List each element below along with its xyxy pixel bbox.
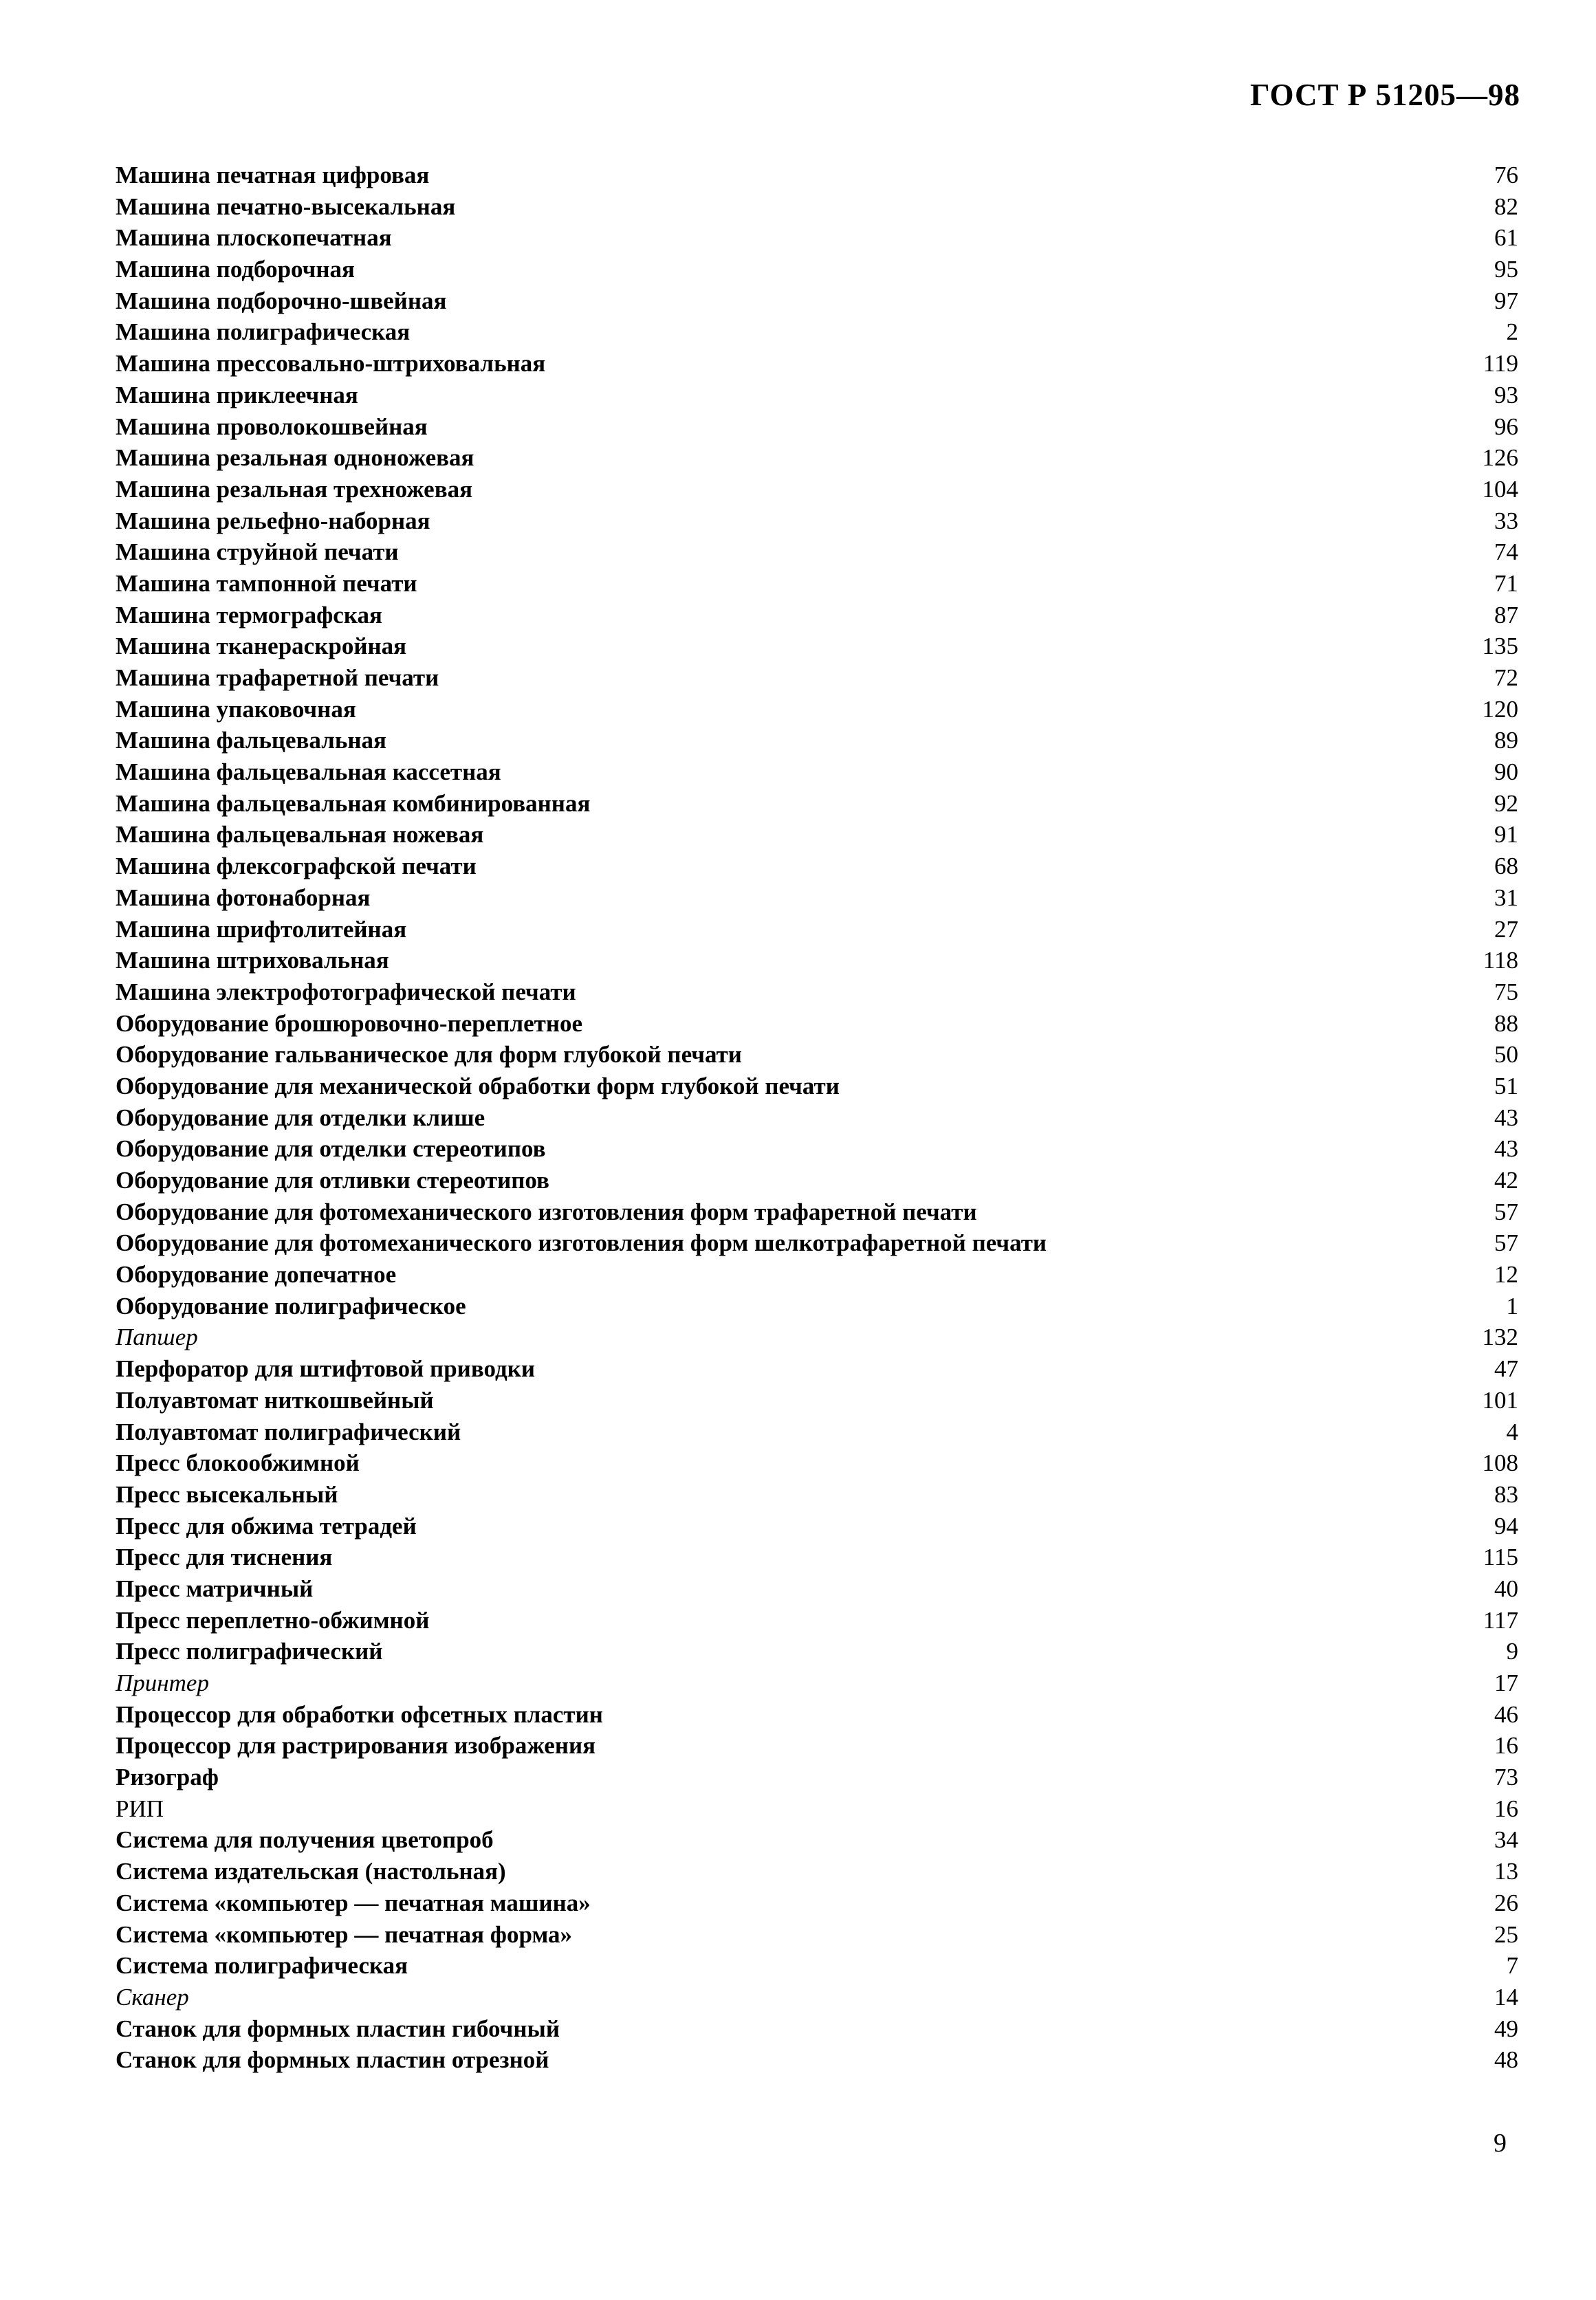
page-number: 9 bbox=[1494, 2129, 1507, 2158]
entry-number: 71 bbox=[1494, 569, 1518, 597]
entry-term: Машина плоскопечатная bbox=[116, 224, 392, 252]
index-entry bbox=[116, 505, 1518, 537]
entry-term: Машина фальцевальная bbox=[116, 727, 386, 754]
entry-term: Система «компьютер — печатная форма» bbox=[116, 1920, 573, 1948]
index-entry bbox=[116, 1008, 1518, 1040]
entry-number: 43 bbox=[1494, 1135, 1518, 1163]
entry-term: Машина упаковочная bbox=[116, 695, 356, 723]
index-entry bbox=[116, 1730, 1518, 1762]
entry-term: Система издательская (настольная) bbox=[116, 1858, 506, 1885]
index-entry bbox=[116, 442, 1518, 474]
entry-term: Оборудование для механической обработки форм глубокой печати bbox=[116, 1072, 840, 1099]
entry-number: 1 bbox=[1506, 1292, 1518, 1319]
entry-term: Машина приклеечная bbox=[116, 381, 358, 408]
entry-term: Станок для формных пластин отрезной bbox=[116, 2046, 549, 2074]
index-entry bbox=[116, 160, 1518, 191]
entry-number: 118 bbox=[1483, 947, 1518, 974]
entry-number: 115 bbox=[1483, 1544, 1518, 1571]
entry-term: Оборудование для отливки стереотипов bbox=[116, 1167, 549, 1194]
document-header: ГОСТ Р 51205—98 bbox=[1249, 78, 1520, 112]
entry-number: 97 bbox=[1494, 287, 1518, 314]
index-entry bbox=[116, 536, 1518, 568]
entry-number: 17 bbox=[1494, 1669, 1518, 1696]
entry-number: 83 bbox=[1494, 1480, 1518, 1508]
index-entry bbox=[116, 662, 1518, 694]
entry-term: Оборудование брошюровочно-переплетное bbox=[116, 1009, 583, 1037]
entry-number: 14 bbox=[1494, 1983, 1518, 2011]
index-entry bbox=[116, 694, 1518, 725]
entry-term: Пресс матричный bbox=[116, 1575, 314, 1602]
entry-term: Принтер bbox=[116, 1669, 209, 1696]
entry-term: Станок для формных пластин гибочный bbox=[116, 2015, 560, 2042]
entry-number: 89 bbox=[1494, 727, 1518, 754]
entry-number: 135 bbox=[1482, 633, 1518, 660]
entry-term: Машина тканераскройная bbox=[116, 633, 407, 660]
entry-term: Оборудование для отделки клише bbox=[116, 1104, 485, 1131]
entry-term: Машина подборочная bbox=[116, 256, 355, 283]
entry-term: Машина фальцевальная комбинированная bbox=[116, 789, 591, 817]
entry-number: 61 bbox=[1494, 224, 1518, 252]
index-entry bbox=[116, 1479, 1518, 1511]
entry-number: 68 bbox=[1494, 853, 1518, 880]
entry-number: 12 bbox=[1494, 1261, 1518, 1289]
index-entry bbox=[116, 725, 1518, 756]
entry-number: 43 bbox=[1494, 1104, 1518, 1131]
entry-number: 91 bbox=[1494, 821, 1518, 848]
index-entry bbox=[116, 976, 1518, 1008]
index-entry bbox=[116, 819, 1518, 851]
index-entry bbox=[116, 316, 1518, 348]
entry-term: Оборудование гальваническое для форм глубокой печати bbox=[116, 1041, 742, 1069]
entry-term: Оборудование для фотомеханического изготовления форм трафаретной печати bbox=[116, 1198, 977, 1225]
index-entry bbox=[116, 1291, 1518, 1322]
entry-number: 16 bbox=[1494, 1732, 1518, 1760]
entry-number: 90 bbox=[1494, 758, 1518, 786]
entry-term: Процессор для растрирования изображения bbox=[116, 1732, 596, 1760]
entry-term: Машина штриховальная bbox=[116, 947, 389, 974]
entry-number: 48 bbox=[1494, 2046, 1518, 2074]
index-entry bbox=[116, 1165, 1518, 1196]
index-entry bbox=[116, 1762, 1518, 1793]
entry-number: 51 bbox=[1494, 1072, 1518, 1099]
entry-term: Машина флексографской печати bbox=[116, 853, 477, 880]
index-entry bbox=[116, 1511, 1518, 1542]
entry-term: Машина фальцевальная кассетная bbox=[116, 758, 501, 786]
entry-number: 40 bbox=[1494, 1575, 1518, 1602]
index-entry bbox=[116, 1353, 1518, 1385]
index-entry bbox=[116, 191, 1518, 223]
index-entry bbox=[116, 1793, 1518, 1825]
index-entry bbox=[116, 1919, 1518, 1951]
index-entry bbox=[116, 222, 1518, 254]
entry-number: 120 bbox=[1482, 695, 1518, 723]
entry-term: Машина шрифтолитейная bbox=[116, 915, 407, 943]
index-entry bbox=[116, 568, 1518, 600]
entry-term: Машина термографская bbox=[116, 601, 382, 628]
entry-number: 95 bbox=[1494, 256, 1518, 283]
index-entry bbox=[116, 1573, 1518, 1605]
entry-term: Машина фотонаборная bbox=[116, 884, 371, 911]
index-entry bbox=[116, 600, 1518, 631]
entry-term: Папшер bbox=[116, 1324, 198, 1351]
entry-term: Машина трафаретной печати bbox=[116, 664, 439, 691]
entry-number: 42 bbox=[1494, 1167, 1518, 1194]
index-entry bbox=[116, 1071, 1518, 1102]
index-entry bbox=[116, 348, 1518, 380]
entry-term: Машина прессовально-штриховальная bbox=[116, 350, 546, 377]
index-entry bbox=[116, 914, 1518, 945]
entry-term: Машина тампонной печати bbox=[116, 569, 417, 597]
entry-number: 75 bbox=[1494, 978, 1518, 1005]
entry-number: 9 bbox=[1506, 1638, 1518, 1665]
entry-number: 2 bbox=[1506, 318, 1518, 346]
entry-term: Оборудование для фотомеханического изготовления форм шелкотрафаретной печати bbox=[116, 1229, 1047, 1257]
entry-number: 93 bbox=[1494, 381, 1518, 408]
entry-term: Полуавтомат ниткошвейный bbox=[116, 1386, 434, 1414]
entry-term: Машина печатная цифровая bbox=[116, 162, 430, 188]
entry-term: Пресс переплетно-обжимной bbox=[116, 1606, 430, 1634]
index-entry bbox=[116, 2013, 1518, 2045]
entry-term: Машина резальная одноножевая bbox=[116, 444, 474, 472]
entry-number: 87 bbox=[1494, 601, 1518, 628]
index-entry bbox=[116, 945, 1518, 976]
index-entry bbox=[116, 1416, 1518, 1448]
entry-term: Пресс для тиснения bbox=[116, 1544, 333, 1571]
entry-number: 94 bbox=[1494, 1512, 1518, 1540]
entry-term: Пресс полиграфический bbox=[116, 1638, 383, 1665]
entry-number: 16 bbox=[1494, 1795, 1518, 1822]
index-entry bbox=[116, 1385, 1518, 1416]
entry-number: 31 bbox=[1494, 884, 1518, 911]
entry-term: Машина полиграфическая bbox=[116, 318, 411, 346]
index-entry bbox=[116, 1667, 1518, 1699]
entry-number: 46 bbox=[1494, 1700, 1518, 1728]
index-entry bbox=[116, 1856, 1518, 1887]
entry-number: 104 bbox=[1482, 475, 1518, 503]
entry-term: Машина печатно-высекальная bbox=[116, 193, 456, 220]
index-entry bbox=[116, 1950, 1518, 1982]
entry-term: РИП bbox=[116, 1795, 164, 1822]
entry-number: 72 bbox=[1494, 664, 1518, 691]
entry-number: 34 bbox=[1494, 1826, 1518, 1854]
entry-term: Система для получения цветопроб bbox=[116, 1826, 494, 1854]
entry-term: Машина подборочно-швейная bbox=[116, 287, 447, 314]
entry-term: Система полиграфическая bbox=[116, 1952, 408, 1980]
entry-number: 47 bbox=[1494, 1355, 1518, 1383]
index-entry bbox=[116, 474, 1518, 505]
index-entry bbox=[116, 851, 1518, 882]
entry-number: 57 bbox=[1494, 1229, 1518, 1257]
index-entry bbox=[116, 1447, 1518, 1479]
entry-term: Система «компьютер — печатная машина» bbox=[116, 1889, 591, 1916]
entry-number: 27 bbox=[1494, 915, 1518, 943]
entry-term: Сканер bbox=[116, 1983, 189, 2011]
entry-term: Машина струйной печати bbox=[116, 538, 399, 566]
index-entry bbox=[116, 1605, 1518, 1636]
entry-term: Машина резальная трехножевая bbox=[116, 475, 473, 503]
entry-number: 73 bbox=[1494, 1764, 1518, 1791]
entry-term: Оборудование для отделки стереотипов bbox=[116, 1135, 546, 1163]
entry-number: 82 bbox=[1494, 193, 1518, 220]
index-entry bbox=[116, 1824, 1518, 1856]
entry-number: 25 bbox=[1494, 1920, 1518, 1948]
entry-number: 74 bbox=[1494, 538, 1518, 566]
entry-term: Оборудование полиграфическое bbox=[116, 1292, 466, 1319]
index-entry bbox=[116, 1699, 1518, 1731]
index-entry bbox=[116, 2044, 1518, 2076]
entry-term: Пресс высекальный bbox=[116, 1480, 338, 1508]
entry-term: Пресс блокообжимной bbox=[116, 1449, 360, 1477]
index-entry bbox=[116, 882, 1518, 914]
entry-number: 13 bbox=[1494, 1858, 1518, 1885]
entry-number: 88 bbox=[1494, 1009, 1518, 1037]
entry-term: Машина проволокошвейная bbox=[116, 413, 428, 440]
index-entry bbox=[116, 1887, 1518, 1919]
entry-number: 26 bbox=[1494, 1889, 1518, 1916]
index-entry bbox=[116, 1322, 1518, 1353]
index-entry bbox=[116, 411, 1518, 443]
entry-term: Машина электрофотографической печати bbox=[116, 978, 576, 1005]
entry-number: 101 bbox=[1482, 1386, 1518, 1414]
entry-term: Машина фальцевальная ножевая bbox=[116, 821, 484, 848]
entry-number: 119 bbox=[1483, 350, 1518, 377]
index-entry bbox=[116, 254, 1518, 285]
entry-number: 132 bbox=[1482, 1324, 1518, 1351]
index-entry bbox=[116, 1542, 1518, 1573]
entry-term: Машина рельефно-наборная bbox=[116, 507, 430, 534]
index-entry bbox=[116, 788, 1518, 820]
entry-term: Процессор для обработки офсетных пластин bbox=[116, 1700, 603, 1728]
entry-number: 117 bbox=[1483, 1606, 1518, 1634]
index-entry bbox=[116, 1259, 1518, 1291]
index-entry bbox=[116, 1102, 1518, 1134]
entry-number: 33 bbox=[1494, 507, 1518, 534]
index-entry bbox=[116, 1982, 1518, 2013]
entry-number: 108 bbox=[1482, 1449, 1518, 1477]
index-entry bbox=[116, 631, 1518, 662]
term-index-list bbox=[116, 160, 1518, 2076]
entry-term: Ризограф bbox=[116, 1764, 219, 1791]
entry-number: 96 bbox=[1494, 413, 1518, 440]
entry-term: Оборудование допечатное bbox=[116, 1261, 397, 1289]
index-entry bbox=[116, 380, 1518, 411]
entry-term: Перфоратор для штифтовой приводки bbox=[116, 1355, 536, 1383]
index-entry bbox=[116, 1133, 1518, 1165]
entry-term: Полуавтомат полиграфический bbox=[116, 1418, 461, 1445]
entry-number: 49 bbox=[1494, 2015, 1518, 2042]
index-entry bbox=[116, 756, 1518, 788]
entry-term: Пресс для обжима тетрадей bbox=[116, 1512, 417, 1540]
entry-number: 4 bbox=[1506, 1418, 1518, 1445]
index-entry bbox=[116, 1039, 1518, 1071]
index-entry bbox=[116, 1636, 1518, 1667]
index-entry bbox=[116, 1227, 1518, 1259]
entry-number: 50 bbox=[1494, 1041, 1518, 1069]
entry-number: 126 bbox=[1482, 444, 1518, 472]
index-entry bbox=[116, 1196, 1518, 1228]
entry-number: 57 bbox=[1494, 1198, 1518, 1225]
entry-number: 92 bbox=[1494, 789, 1518, 817]
index-entry bbox=[116, 285, 1518, 317]
entry-number: 76 bbox=[1494, 162, 1518, 188]
entry-number: 7 bbox=[1506, 1952, 1518, 1980]
